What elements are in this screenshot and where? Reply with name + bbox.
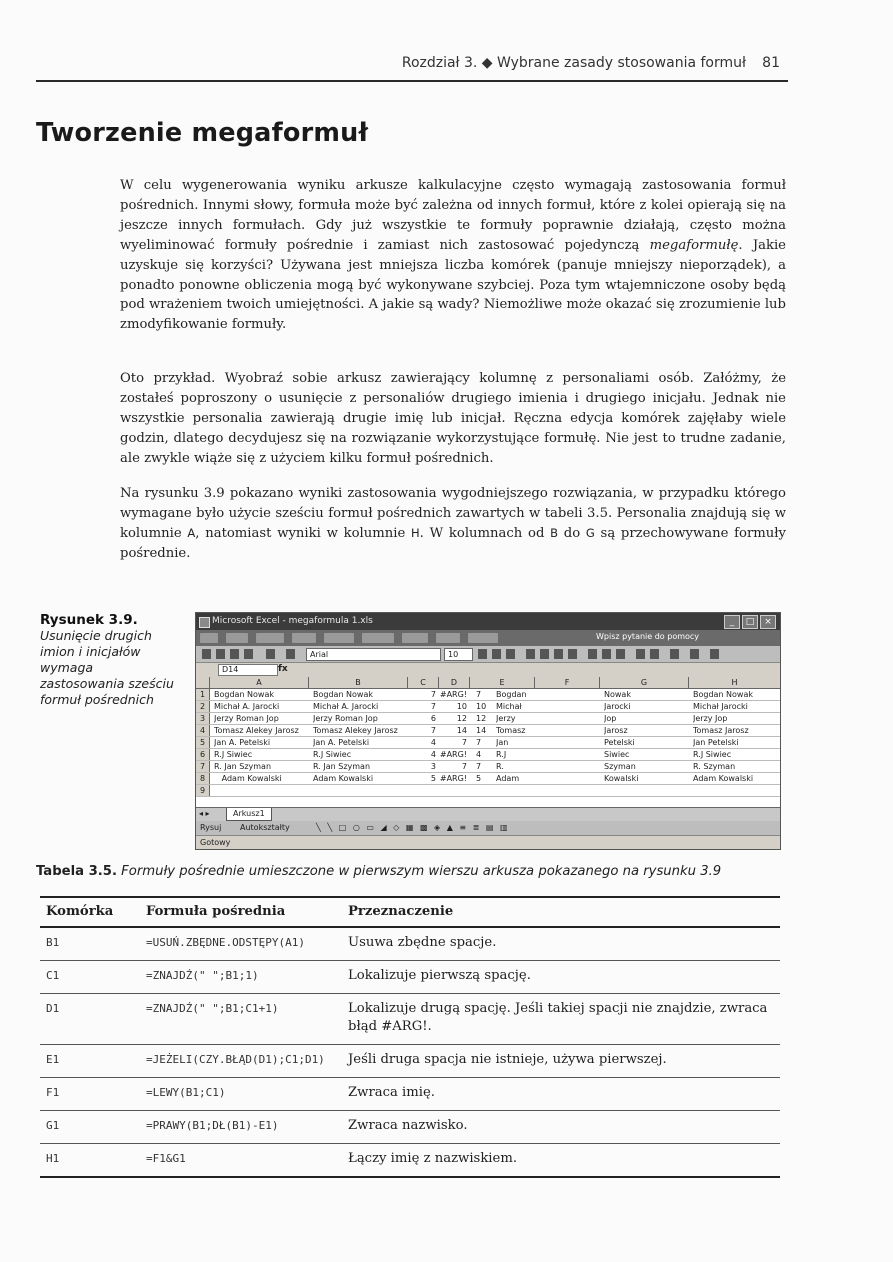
paragraph-1-text-a: W celu wygenerowania wyniku arkusze kalkulacyjne często wymagają zastosowania formuł pośrednich. Innymi słowy, formuła może być zależna od innych formuł, które z kolei opierają się na jeszcze innych formułach. Gdy już wszystkie te formuły poprawnie działają, często można wyeliminować formuły pośrednie i zamiast nich zastosować pojedynczą <box>120 178 786 253</box>
cell[interactable]: Jerzy Roman Jop <box>313 714 378 723</box>
excel-window-title: Microsoft Excel - megaformula 1.xls <box>212 616 373 626</box>
formula: =PRAWY(B1;DŁ(B1)-E1) <box>140 1111 342 1144</box>
menu-item[interactable] <box>402 633 428 643</box>
close-icon[interactable]: × <box>760 615 776 629</box>
header-cell: Przeznaczenie <box>342 897 780 927</box>
sheet-tab[interactable]: Arkusz1 <box>226 808 272 821</box>
sheet-row[interactable] <box>196 749 780 761</box>
paragraph-3-text-e: są przechowywane formuły pośrednie. <box>120 525 787 561</box>
cell[interactable]: Kowalski <box>604 774 639 783</box>
sheet-row[interactable] <box>196 701 780 713</box>
cell-ref: E1 <box>40 1045 140 1078</box>
sheet-nav-arrows-icon[interactable]: ◂ ▸ <box>199 809 210 818</box>
formula: =USUŃ.ZBĘDNE.ODSTĘPY(A1) <box>140 927 342 961</box>
decrease-indent-icon[interactable] <box>636 649 645 659</box>
column-ref-b: B <box>550 525 559 540</box>
cell[interactable]: Bogdan Nowak <box>693 690 754 699</box>
table-header-row <box>40 897 780 927</box>
fill-color-icon[interactable] <box>690 649 699 659</box>
formula: =JEŻELI(CZY.BŁĄD(D1);C1;D1) <box>140 1045 342 1078</box>
menu-item[interactable] <box>292 633 316 643</box>
undo-icon[interactable] <box>266 649 275 659</box>
menu-item[interactable] <box>256 633 284 643</box>
cell[interactable]: 7 <box>476 738 482 747</box>
row-number[interactable]: 5 <box>196 737 210 748</box>
column-header[interactable]: E <box>470 677 535 689</box>
excel-toolbar <box>196 646 780 663</box>
cell[interactable]: Jarocki <box>604 702 631 711</box>
cell[interactable]: Jerzy Roman Jop <box>214 714 279 723</box>
purpose: Łączy imię z nazwiskiem. <box>342 1144 780 1178</box>
new-icon[interactable] <box>202 649 211 659</box>
paragraph-3-text-b: , natomiast wyniki w kolumnie <box>195 525 412 541</box>
menu-item[interactable] <box>200 633 218 643</box>
row-number[interactable]: 2 <box>196 701 210 712</box>
menu-item[interactable] <box>468 633 498 643</box>
cell[interactable]: 7 <box>430 702 436 711</box>
cell[interactable]: 4 <box>430 738 436 747</box>
cell[interactable]: 7 <box>476 762 482 771</box>
cell-ref: H1 <box>40 1144 140 1178</box>
column-ref-a: A <box>187 525 196 540</box>
help-question-box[interactable]: Wpisz pytanie do pomocy <box>596 632 700 641</box>
header-cell: Komórka <box>40 897 140 927</box>
cell[interactable]: R.J Siwiec <box>313 750 352 759</box>
megaformula-term: megaformułę <box>649 237 739 253</box>
cell[interactable]: Siwiec <box>604 750 630 759</box>
purpose: Zwraca imię. <box>342 1078 780 1111</box>
font-color-icon[interactable] <box>710 649 719 659</box>
purpose: Jeśli druga spacja nie istnieje, używa pierwszej. <box>342 1045 780 1078</box>
autoshapes-menu[interactable]: Autokształty <box>240 823 290 832</box>
figure-caption <box>40 612 180 708</box>
cell[interactable]: 7 <box>461 762 467 771</box>
cell[interactable]: 7 <box>430 726 436 735</box>
cell[interactable]: Jop <box>604 714 617 723</box>
cell[interactable]: #ARG! <box>439 774 467 783</box>
open-icon[interactable] <box>216 649 225 659</box>
sheet-row[interactable] <box>196 773 780 785</box>
table-label: Tabela 3.5. <box>36 864 117 879</box>
cell[interactable]: Petelski <box>604 738 635 747</box>
worksheet-grid[interactable] <box>196 677 780 807</box>
bold-icon[interactable] <box>478 649 487 659</box>
cell[interactable]: Tomasz Alekey Jarosz <box>313 726 398 735</box>
paragraph-3-text-a: Na rysunku 3.9 pokazano wyniki zastosowania wygodniejszego rozwiązania, w przypadku którego wymagane było użycie sześciu formuł pośrednich zawartych w tabeli 3.5. Personalia znajdują się w kolumnie <box>120 486 786 541</box>
paragraph-3-text-c: . W kolumnach od <box>419 525 551 541</box>
cell[interactable]: R. Jan Szyman <box>214 762 272 771</box>
cell[interactable]: 6 <box>430 714 436 723</box>
cell[interactable]: Jan <box>496 738 509 747</box>
save-icon[interactable] <box>230 649 239 659</box>
cell[interactable]: Tomasz Jarosz <box>693 726 749 735</box>
table-row <box>40 1045 780 1078</box>
header-rule <box>36 80 788 82</box>
table-row <box>40 1078 780 1111</box>
drawing-shapes-icon[interactable]: ╲ ╲ □ ○ ▭ ◢ ◇ ▦ ▩ ◈ ▲ ≡ ≣ ▤ ▥ <box>316 823 510 832</box>
column-ref-h: H <box>411 525 420 540</box>
cell[interactable]: Jan Petelski <box>693 738 739 747</box>
menu-item[interactable] <box>362 633 394 643</box>
table-caption <box>36 864 796 879</box>
excel-menu-bar <box>196 630 780 646</box>
cell[interactable]: Michał A. Jarocki <box>313 702 379 711</box>
row-number[interactable]: 6 <box>196 749 210 760</box>
paragraph-1-text-b: . Jakie uzyskuje się korzyści? Używana jest mniejsza liczba komórek (panuje mniejszy nieporządek), a ponadto ponowne obliczenia mogą być wykonywane szybciej. Poza tym wtajemniczone osoby będą pod wrażeniem twoich umiejętności. A jakie są wady? Niemożliwe może okazać się zrozumienie lub zmodyfikowanie formuły. <box>120 237 786 333</box>
currency-icon[interactable] <box>588 649 597 659</box>
percent-icon[interactable] <box>602 649 611 659</box>
name-box[interactable]: D14 <box>218 664 278 676</box>
draw-menu[interactable]: Rysuj <box>200 823 222 832</box>
header-cell: Formuła pośrednia <box>140 897 342 927</box>
cell-ref: B1 <box>40 927 140 961</box>
purpose: Zwraca nazwisko. <box>342 1111 780 1144</box>
align-center-icon[interactable] <box>540 649 549 659</box>
row-number[interactable]: 7 <box>196 761 210 772</box>
cell[interactable]: Nowak <box>604 690 631 699</box>
paragraph-1 <box>120 176 786 335</box>
paragraph-3-text-d: do <box>558 525 586 541</box>
cell-ref: G1 <box>40 1111 140 1144</box>
cell[interactable]: 10 <box>456 702 467 711</box>
cell[interactable]: Jarosz <box>604 726 628 735</box>
cell[interactable]: Jerzy Jop <box>693 714 728 723</box>
cell[interactable]: R. <box>496 762 504 771</box>
formula-bar <box>196 663 780 676</box>
cell[interactable]: R. Szyman <box>693 762 736 771</box>
thousands-icon[interactable] <box>616 649 625 659</box>
purpose: Lokalizuje pierwszą spację. <box>342 961 780 994</box>
figure-caption-text: Usunięcie drugich imion i inicjałów wymaga zastosowania sześciu formuł pośrednich <box>40 628 174 707</box>
cell[interactable]: Michał A. Jarocki <box>214 702 280 711</box>
cell[interactable]: 14 <box>456 726 467 735</box>
formula: =F1&G1 <box>140 1144 342 1178</box>
cell[interactable]: 4 <box>476 750 482 759</box>
cell[interactable]: 12 <box>476 714 487 723</box>
formula: =ZNAJDŹ(" ";B1;1) <box>140 961 342 994</box>
column-header[interactable]: A <box>210 677 309 689</box>
purpose: Lokalizuje drugą spację. Jeśli takiej spacji nie znajdzie, zwraca błąd #ARG!. <box>342 994 780 1045</box>
align-left-icon[interactable] <box>526 649 535 659</box>
cell[interactable]: 3 <box>430 762 436 771</box>
excel-screenshot <box>195 612 781 850</box>
cell[interactable]: #ARG! <box>439 750 467 759</box>
cell[interactable]: Bogdan Nowak <box>214 690 275 699</box>
cell[interactable]: Jan A. Petelski <box>214 738 271 747</box>
underline-icon[interactable] <box>506 649 515 659</box>
cell[interactable]: Adam Kowalski <box>214 774 282 783</box>
column-header[interactable]: D <box>439 677 470 689</box>
cell[interactable]: Tomasz Alekey Jarosz <box>214 726 299 735</box>
minimize-icon[interactable]: _ <box>724 615 740 629</box>
cell-ref: F1 <box>40 1078 140 1111</box>
cell[interactable]: 5 <box>430 774 436 783</box>
drawing-toolbar <box>196 821 780 835</box>
cell[interactable]: 7 <box>461 738 467 747</box>
formula-table <box>40 896 780 1178</box>
cell[interactable]: 10 <box>476 702 487 711</box>
cell[interactable]: Adam Kowalski <box>693 774 754 783</box>
page-number: 81 <box>762 55 780 71</box>
cell[interactable]: R.J Siwiec <box>214 750 253 759</box>
align-right-icon[interactable] <box>554 649 563 659</box>
status-bar: Gotowy <box>196 835 781 850</box>
row-number[interactable]: 9 <box>196 785 210 796</box>
cell[interactable]: #ARG! <box>439 690 467 699</box>
column-header[interactable]: G <box>600 677 689 689</box>
cell[interactable]: 7 <box>430 690 436 699</box>
paragraph-3 <box>120 484 786 564</box>
sheet-row[interactable] <box>196 725 780 737</box>
fx-icon[interactable]: fx <box>278 664 288 674</box>
excel-title-bar <box>196 613 780 630</box>
row-number[interactable]: 8 <box>196 773 210 784</box>
section-title: Tworzenie megaformuł <box>36 118 369 148</box>
cell[interactable]: 4 <box>430 750 436 759</box>
sheet-row[interactable] <box>196 713 780 725</box>
window-controls <box>724 615 776 629</box>
cell[interactable]: Bogdan <box>496 690 527 699</box>
formula: =ZNAJDŹ(" ";B1;C1+1) <box>140 994 342 1045</box>
sheet-row[interactable] <box>196 737 780 749</box>
font-size-select[interactable]: 10 <box>444 648 473 661</box>
cell[interactable]: 5 <box>476 774 482 783</box>
column-header[interactable]: H <box>689 677 781 689</box>
row-number[interactable]: 1 <box>196 689 210 700</box>
table-row <box>40 1111 780 1144</box>
table-row <box>40 927 780 961</box>
sort-icon[interactable] <box>286 649 295 659</box>
cell[interactable]: Michał <box>496 702 522 711</box>
merge-icon[interactable] <box>568 649 577 659</box>
cell[interactable]: R.J <box>496 750 507 759</box>
cell[interactable]: Michał Jarocki <box>693 702 748 711</box>
table-row <box>40 994 780 1045</box>
cell[interactable]: R. Jan Szyman <box>313 762 371 771</box>
borders-icon[interactable] <box>670 649 679 659</box>
increase-indent-icon[interactable] <box>650 649 659 659</box>
paragraph-2: Oto przykład. Wyobraź sobie arkusz zawierający kolumnę z personaliami osób. Załóżmy, że zostałeś poproszony o usunięcie z personaliów drugiego imienia i drugiego inicjału. Jednak nie wszystkie personalia zawierają drugie imię lub inicjał. Ręczna edycja komórek zajęłaby wiele godzin, dlatego decydujesz się na rozwiązanie wykorzystujące formułę. Nie jest to trudne zadanie, ale zwykle wiąże się z użyciem kilku formuł pośrednich. <box>120 371 786 466</box>
cell[interactable]: R.J Siwiec <box>693 750 732 759</box>
cell[interactable]: Jerzy <box>496 714 516 723</box>
table-row <box>40 1144 780 1178</box>
cell[interactable]: Bogdan Nowak <box>313 690 374 699</box>
cell-ref: D1 <box>40 994 140 1045</box>
table-caption-text: Formuły pośrednie umieszczone w pierwszym wierszu arkusza pokazanego na rysunku 3.9 <box>121 864 722 879</box>
menu-item[interactable] <box>226 633 248 643</box>
cell[interactable]: Tomasz <box>496 726 526 735</box>
font-name-select[interactable]: Arial <box>306 648 441 661</box>
cell[interactable]: Szyman <box>604 762 636 771</box>
cell-ref: C1 <box>40 961 140 994</box>
row-number[interactable]: 4 <box>196 725 210 736</box>
column-header[interactable]: F <box>535 677 600 689</box>
sheet-row[interactable] <box>196 689 780 701</box>
formula: =LEWY(B1;C1) <box>140 1078 342 1111</box>
menu-item[interactable] <box>436 633 460 643</box>
italic-icon[interactable] <box>492 649 501 659</box>
cell[interactable]: Jan A. Petelski <box>313 738 370 747</box>
row-number[interactable]: 3 <box>196 713 210 724</box>
cell[interactable]: Adam <box>496 774 520 783</box>
cell[interactable]: 7 <box>476 690 482 699</box>
cell[interactable]: 14 <box>476 726 487 735</box>
table-row <box>40 961 780 994</box>
menu-item[interactable] <box>324 633 354 643</box>
cell[interactable]: 12 <box>456 714 467 723</box>
column-header[interactable]: B <box>309 677 408 689</box>
excel-app-icon <box>199 617 210 628</box>
column-header[interactable]: C <box>408 677 439 689</box>
select-all-corner[interactable] <box>196 677 210 689</box>
column-ref-g: G <box>585 525 595 540</box>
cell[interactable]: Adam Kowalski <box>313 774 374 783</box>
sheet-row[interactable] <box>196 761 780 773</box>
maximize-icon[interactable]: □ <box>742 615 758 629</box>
sheet-row[interactable] <box>196 785 780 797</box>
figure-number: Rysunek 3.9. <box>40 612 138 628</box>
running-title: Rozdział 3. ◆ Wybrane zasady stosowania formuł <box>401 55 746 71</box>
purpose: Usuwa zbędne spacje. <box>342 927 780 961</box>
print-icon[interactable] <box>244 649 253 659</box>
sheet-tabs <box>196 807 780 821</box>
